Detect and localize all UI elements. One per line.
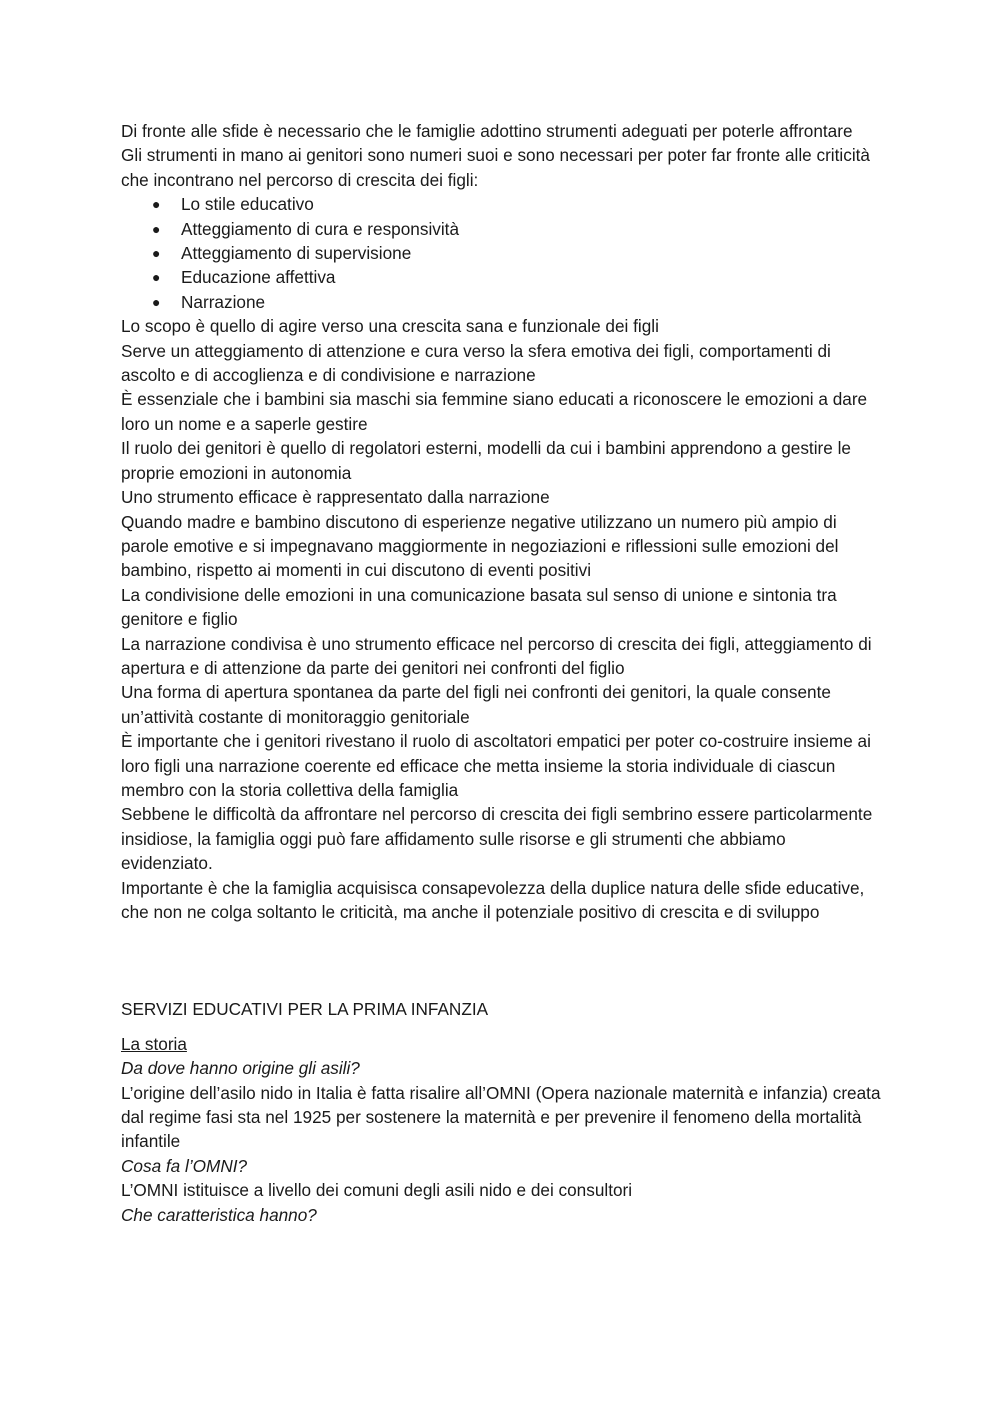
- body-paragraph: Serve un atteggiamento di attenzione e cura verso la sfera emotiva dei figli, comportamenti di ascolto e di accoglienza e di condivisione e narrazione: [121, 340, 831, 386]
- answer-text: L’OMNI istituisce a livello dei comuni degli asili nido e dei consultori: [121, 1180, 633, 1201]
- question-text: Che caratteristica hanno?: [121, 1204, 317, 1225]
- tools-bullet-list: [121, 192, 881, 314]
- bullet-item-text: Narrazione: [181, 291, 266, 312]
- question-text: Da dove hanno origine gli asili?: [121, 1058, 360, 1079]
- bullet-item-text: Educazione affettiva: [181, 267, 336, 288]
- bullet-item-text: Atteggiamento di supervisione: [181, 243, 412, 264]
- body-paragraph: Sebbene le difficoltà da affrontare nel percorso di crescita dei figli sembrino essere particolarmente insidiose, la famiglia oggi può fare affidamento sulle risorse e gli strumenti che abbiamo evidenziato.: [121, 804, 873, 874]
- intro-paragraph-1: Di fronte alle sfide è necessario che le famiglie adottino strumenti adeguati per poterle affrontare: [121, 121, 853, 141]
- body-paragraph: Il ruolo dei genitori è quello di regolatori esterni, modelli da cui i bambini apprendono a gestire le proprie emozioni in autonomia: [121, 438, 851, 483]
- bullet-dot-icon: ●: [152, 196, 161, 213]
- bullet-item: [121, 265, 881, 289]
- bullet-item: [121, 217, 881, 241]
- body-paragraph: Una forma di apertura spontanea da parte del figli nei confronti dei genitori, la quale consente un’attività costante di monitoraggio genitoriale: [121, 682, 831, 727]
- bullet-dot-icon: ●: [152, 220, 161, 237]
- body-paragraph: È essenziale che i bambini sia maschi sia femmine siano educati a riconoscere le emozioni a dare loro un nome e a saperle gestire: [121, 389, 868, 434]
- bullet-item-text: Atteggiamento di cura e responsività: [181, 218, 460, 239]
- subsection-spacer: [121, 1022, 881, 1032]
- body-paragraph: La condivisione delle emozioni in una comunicazione basata sul senso di unione e sintonia tra genitore e figlio: [121, 584, 837, 630]
- bullet-item: [121, 241, 881, 265]
- bullet-dot-icon: ●: [152, 269, 161, 286]
- body-paragraph: Importante è che la famiglia acquisisca consapevolezza della duplice natura delle sfide educative, che non ne colga soltanto le criticità, ma anche il potenziale positivo di crescita e di sviluppo: [121, 877, 865, 922]
- section-title: SERVIZI EDUCATIVI PER LA PRIMA INFANZIA: [121, 999, 489, 1020]
- question-text: Cosa fa l’OMNI?: [121, 1155, 248, 1176]
- subsection-title: La storia: [121, 1033, 187, 1054]
- intro-paragraph-2: Gli strumenti in mano ai genitori sono numeri suoi e sono necessari per poter far fronte alle criticità che incontrano nel percorso di crescita dei figli:: [121, 145, 870, 190]
- bullet-item-text: Lo stile educativo: [181, 194, 314, 215]
- body-paragraph: La narrazione condivisa è uno strumento efficace nel percorso di crescita dei figli, atteggiamento di apertura e di attenzione da parte dei genitori nei confronti del figlio: [121, 633, 872, 678]
- body-paragraph: È importante che i genitori rivestano il ruolo di ascoltatori empatici per poter co-costruire insieme ai loro figli una narrazione coerente ed efficace che metta insieme la storia individuale di ciascun membro con la storia collettiva della famiglia: [121, 731, 871, 800]
- bullet-dot-icon: ●: [152, 293, 161, 310]
- section-spacer: [121, 924, 881, 997]
- bullet-dot-icon: ●: [152, 245, 161, 262]
- body-paragraph: Uno strumento efficace è rappresentato dalla narrazione: [121, 487, 550, 508]
- body-paragraph: Lo scopo è quello di agire verso una crescita sana e funzionale dei figli: [121, 316, 659, 337]
- bullet-item: [121, 290, 881, 314]
- answer-text: L’origine dell’asilo nido in Italia è fatta risalire all’OMNI (Opera nazionale maternità e infanzia) creata dal regime fasi sta nel 1925 per sostenere la maternità e per prevenire il fenomeno della mortalità infantile: [121, 1082, 881, 1152]
- bullet-item: [121, 192, 881, 216]
- document-body: [121, 119, 881, 1227]
- body-paragraph: Quando madre e bambino discutono di esperienze negative utilizzano un numero più ampio di parole emotive e si impegnavano maggiormente in negoziazioni e riflessioni sulle emozioni del bambino, rispetto ai momenti in cui discutono di eventi positivi: [121, 511, 839, 581]
